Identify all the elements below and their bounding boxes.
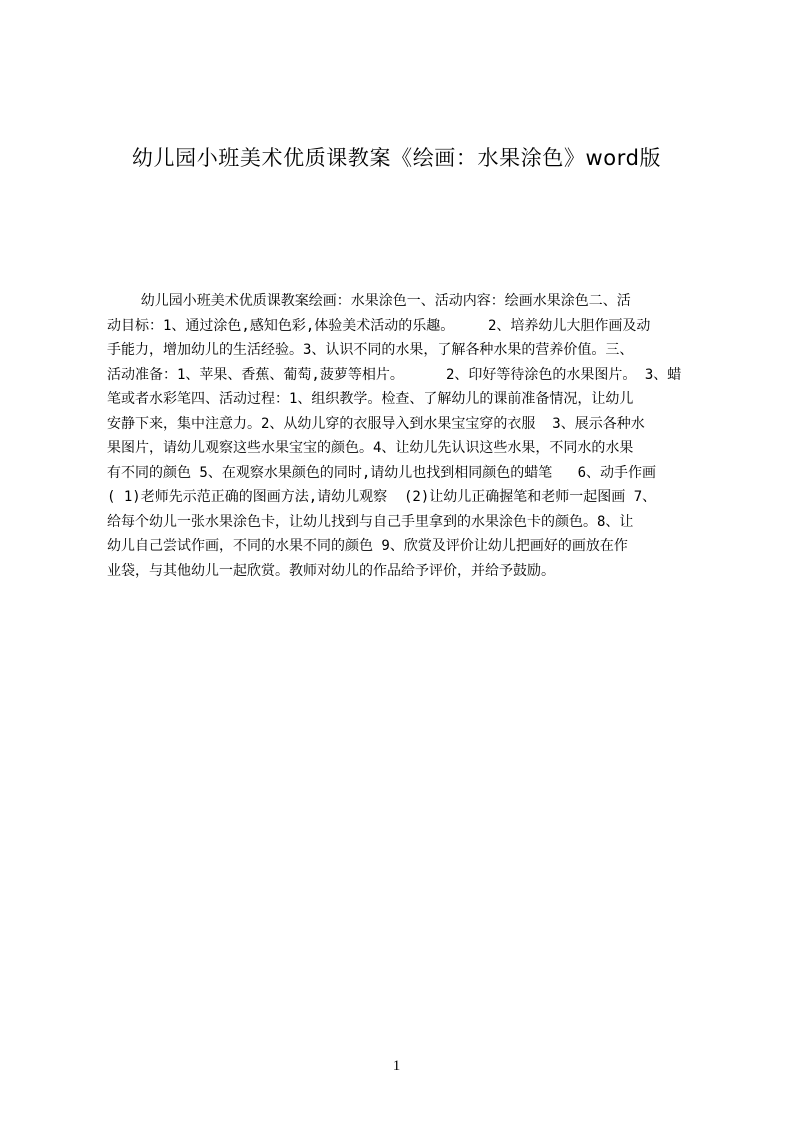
body-line: 幼儿自己尝试作画，不同的水果不同的颜色 9、欣赏及评价让幼儿把画好的画放在作 <box>107 538 628 554</box>
body-line: 幼儿园小班美术优质课教案绘画：水果涂色一、活动内容：绘画水果涂色二、活 <box>107 293 631 309</box>
body-line: 安静下来，集中注意力。2、从幼儿穿的衣服导入到水果宝宝穿的衣服 3、展示各种水 <box>107 415 645 432</box>
body-line: 笔或者水彩笔四、活动过程：1、组织教学。检查、了解幼儿的课前准备情况，让幼儿 <box>107 391 634 407</box>
body-line: 活动准备：1、苹果、香蕉、葡萄,菠萝等相片。 2、印好等待涂色的水果图片。 3、蜡 <box>107 366 682 383</box>
page-number: 1 <box>392 1058 401 1074</box>
body-line: 给每个幼儿一张水果涂色卡，让幼儿找到与自己手里拿到的水果涂色卡的颜色。8、让 <box>107 513 634 530</box>
body-text <box>107 289 700 619</box>
body-line: 动目标：1、通过涂色,感知色彩,体验美术活动的乐趣。 2、培养幼儿大胆作画及动 <box>107 317 651 334</box>
page-title: 幼儿园小班美术优质课教案《绘画：水果涂色》word版 <box>131 146 662 170</box>
body-line: 业袋，与其他幼儿一起欣赏。教师对幼儿的作品给予评价，并给予鼓励。 <box>107 562 555 579</box>
body-line: ( 1)老师先示范正确的图画方法,请幼儿观察 (2)让幼儿正确握笔和老师一起图画 7、 <box>107 489 657 505</box>
body-line: 果图片，请幼儿观察这些水果宝宝的颜色。4、让幼儿先认识这些水果，不同水的水果 <box>107 440 634 456</box>
body-line: 手能力，增加幼儿的生活经验。3、认识不同的水果，了解各种水果的营养价值。三、 <box>107 342 634 358</box>
body-line: 有不同的颜色 5、在观察水果颜色的同时,请幼儿也找到相同颜色的蜡笔 6、动手作画 <box>107 464 656 481</box>
